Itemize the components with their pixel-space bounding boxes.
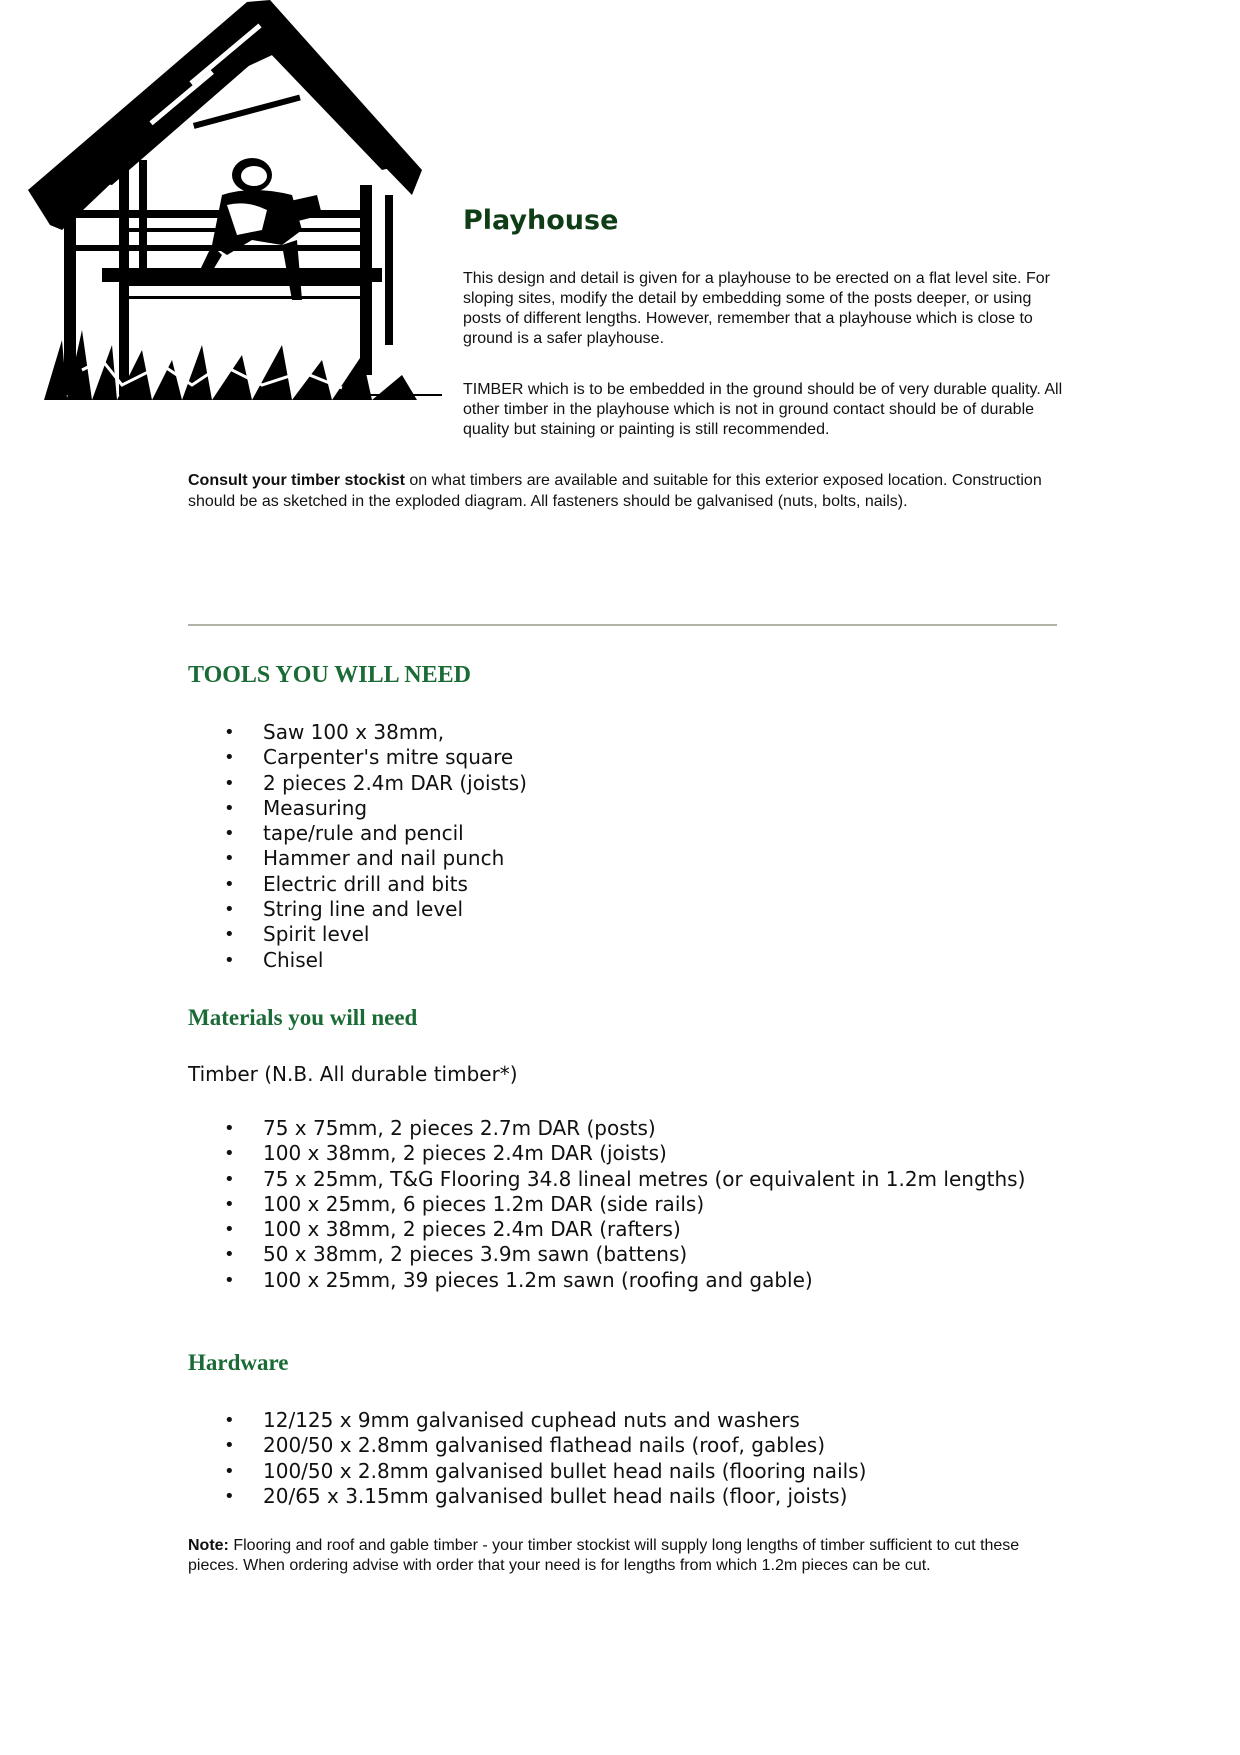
horizontal-divider (188, 624, 1057, 626)
timber-list-item: • 100 x 38mm, 2 pieces 2.4m DAR (rafters) (188, 1217, 1068, 1242)
tools-list-item: • Saw 100 x 38mm, (188, 720, 1068, 745)
consult-bold-lead: Consult your timber stockist (188, 472, 405, 489)
timber-list-item: • 50 x 38mm, 2 pieces 3.9m sawn (battens) (188, 1242, 1068, 1267)
timber-label: Timber (N.B. All durable timber*) (188, 1062, 518, 1086)
hardware-list-item: • 200/50 x 2.8mm galvanised flathead nails (roof, gables) (188, 1433, 1068, 1458)
timber-list-item: • 100 x 25mm, 6 pieces 1.2m DAR (side rails) (188, 1192, 1068, 1217)
timber-list-item: • 75 x 75mm, 2 pieces 2.7m DAR (posts) (188, 1116, 1068, 1141)
timber-list (188, 1116, 1068, 1293)
note-label: Note: (188, 1537, 229, 1554)
tools-list-item: • 2 pieces 2.4m DAR (joists) (188, 771, 1068, 796)
intro-paragraph-1: This design and detail is given for a playhouse to be erected on a flat level site. For sloping sites, modify the detail by embedding some of the posts deeper, or using posts of different lengths. However, remember that a playhouse which is close to ground is a safer playhouse. (463, 270, 1051, 347)
materials-heading: Materials you will need (188, 1005, 418, 1030)
timber-list-item: • 75 x 25mm, T&G Flooring 34.8 lineal metres (or equivalent in 1.2m lengths) (188, 1167, 1068, 1192)
intro-paragraph-2: TIMBER which is to be embedded in the ground should be of very durable quality. All other timber in the playhouse which is not in ground contact should be of durable quality but staining or painting is still recommended. (463, 381, 1063, 438)
note-text: Flooring and roof and gable timber - your timber stockist will supply long lengths of timber sufficient to cut these pieces. When ordering advise with order that your need is for lengths from which 1.2m pieces can be cut. (188, 1537, 1020, 1574)
playhouse-illustration (22, 0, 442, 405)
tools-list-item: • Carpenter's mitre square (188, 745, 1068, 770)
tools-heading: TOOLS YOU WILL NEED (188, 662, 471, 688)
hardware-list-item: • 100/50 x 2.8mm galvanised bullet head nails (flooring nails) (188, 1459, 1068, 1484)
tools-list-item: • Spirit level (188, 922, 1068, 947)
page-title: Playhouse (463, 205, 619, 236)
tools-list (188, 720, 1068, 973)
consult-paragraph (188, 470, 1068, 512)
note-paragraph (188, 1536, 1068, 1576)
hardware-list-item: • 12/125 x 9mm galvanised cuphead nuts and washers (188, 1408, 1068, 1433)
tools-list-item: • Chisel (188, 948, 1068, 973)
hardware-list-item: • 20/65 x 3.15mm galvanised bullet head nails (floor, joists) (188, 1484, 1068, 1509)
tools-list-item: • Hammer and nail punch (188, 846, 1068, 871)
timber-list-item: • 100 x 38mm, 2 pieces 2.4m DAR (joists) (188, 1141, 1068, 1166)
hardware-heading: Hardware (188, 1350, 289, 1375)
tools-list-item: • tape/rule and pencil (188, 821, 1068, 846)
consult-text: on what timbers are available and suitable for this exterior exposed location. Construction should be as sketched in the exploded diagram. All fasteners should be galvanised (nuts, bolts, nails). (188, 472, 1042, 510)
timber-list-item: • 100 x 25mm, 39 pieces 1.2m sawn (roofing and gable) (188, 1268, 1068, 1293)
hardware-list (188, 1408, 1068, 1509)
tools-list-item: • Measuring (188, 796, 1068, 821)
tools-list-item: • String line and level (188, 897, 1068, 922)
tools-list-item: • Electric drill and bits (188, 872, 1068, 897)
